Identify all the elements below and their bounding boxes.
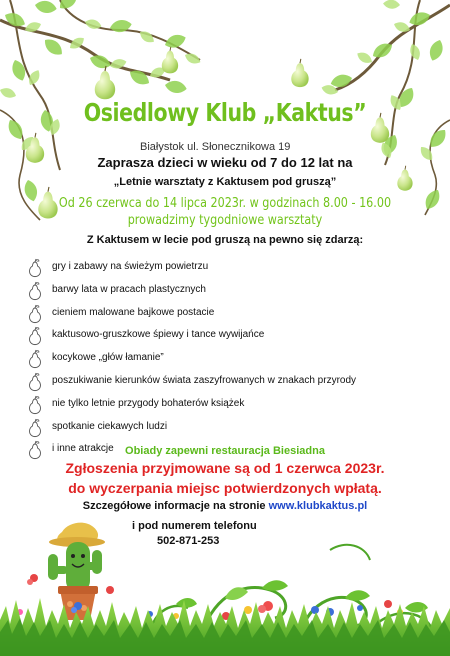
invitation-line: Zaprasza dzieci w wieku od 7 do 12 lat na xyxy=(97,155,353,170)
activities-intro: Z Kaktusem w lecie pod gruszą na pewno się zdarzą: xyxy=(86,234,364,246)
cactus-in-pot-with-grass-decoration xyxy=(0,520,450,656)
pear-icon xyxy=(26,258,44,278)
list-item xyxy=(26,372,386,395)
list-item xyxy=(26,349,386,372)
registration-line-1: Zgłoszenia przyjmowane są od 1 czerwca 2023r. xyxy=(65,460,385,476)
list-item xyxy=(26,418,386,441)
pear-icon xyxy=(26,304,44,324)
activities-list xyxy=(26,258,386,463)
activity-text: cieniem malowane bajkowe postacie xyxy=(52,306,215,318)
pear-icon xyxy=(26,349,44,369)
activity-text: kaktusowo-gruszkowe śpiewy i tance wywijańce xyxy=(52,329,265,341)
list-item xyxy=(26,258,386,281)
pear-icon xyxy=(26,281,44,301)
phone-number: 502-871-253 xyxy=(157,535,220,547)
details-prefix: Szczegółowe informacje na stronie xyxy=(82,500,266,512)
list-item xyxy=(26,395,386,418)
pear-icon xyxy=(26,326,44,346)
pear-icon xyxy=(26,395,44,415)
workshop-dates: Od 26 czerwca do 14 lipca 2023r. w godzinach 8.00 - 16.00 xyxy=(58,196,392,211)
activity-text: kocykowe „głów łamanie” xyxy=(52,352,164,364)
pear-icon xyxy=(26,418,44,438)
list-item xyxy=(26,304,386,327)
activity-text: barwy lata w pracach plastycznych xyxy=(52,283,206,295)
activity-text: spotkanie ciekawych ludzi xyxy=(52,420,168,432)
page-title: Osiedlowy Klub „Kaktus” xyxy=(83,98,367,127)
lunch-info: Obiady zapewni restauracja Biesiadna xyxy=(125,445,325,457)
activity-text: gry i zabawy na świeżym powietrzu xyxy=(52,261,209,272)
club-address: Białystok ul. Słonecznikowa 19 xyxy=(140,141,291,153)
phone-label: i pod numerem telefonu xyxy=(132,520,257,532)
details-line xyxy=(0,500,450,512)
workshop-name: „Letnie warsztaty z Kaktusem pod gruszą” xyxy=(113,176,337,188)
website-link[interactable]: www.klubkaktus.pl xyxy=(268,500,368,512)
pear-icon xyxy=(26,372,44,392)
activity-text: poszukiwanie kierunków świata zaszyfrowanych w znakach przyrody xyxy=(52,374,357,386)
list-item xyxy=(26,326,386,349)
activity-text: nie tylko letnie przygody bohaterów książek xyxy=(52,397,245,409)
activity-text: i inne atrakcje xyxy=(52,443,114,455)
registration-line-2: do wyczerpania miejsc potwierdzonych wpłatą. xyxy=(68,480,382,496)
list-item xyxy=(26,281,386,304)
weekly-workshops-line: prowadzimy tygodniowe warsztaty xyxy=(127,213,323,228)
